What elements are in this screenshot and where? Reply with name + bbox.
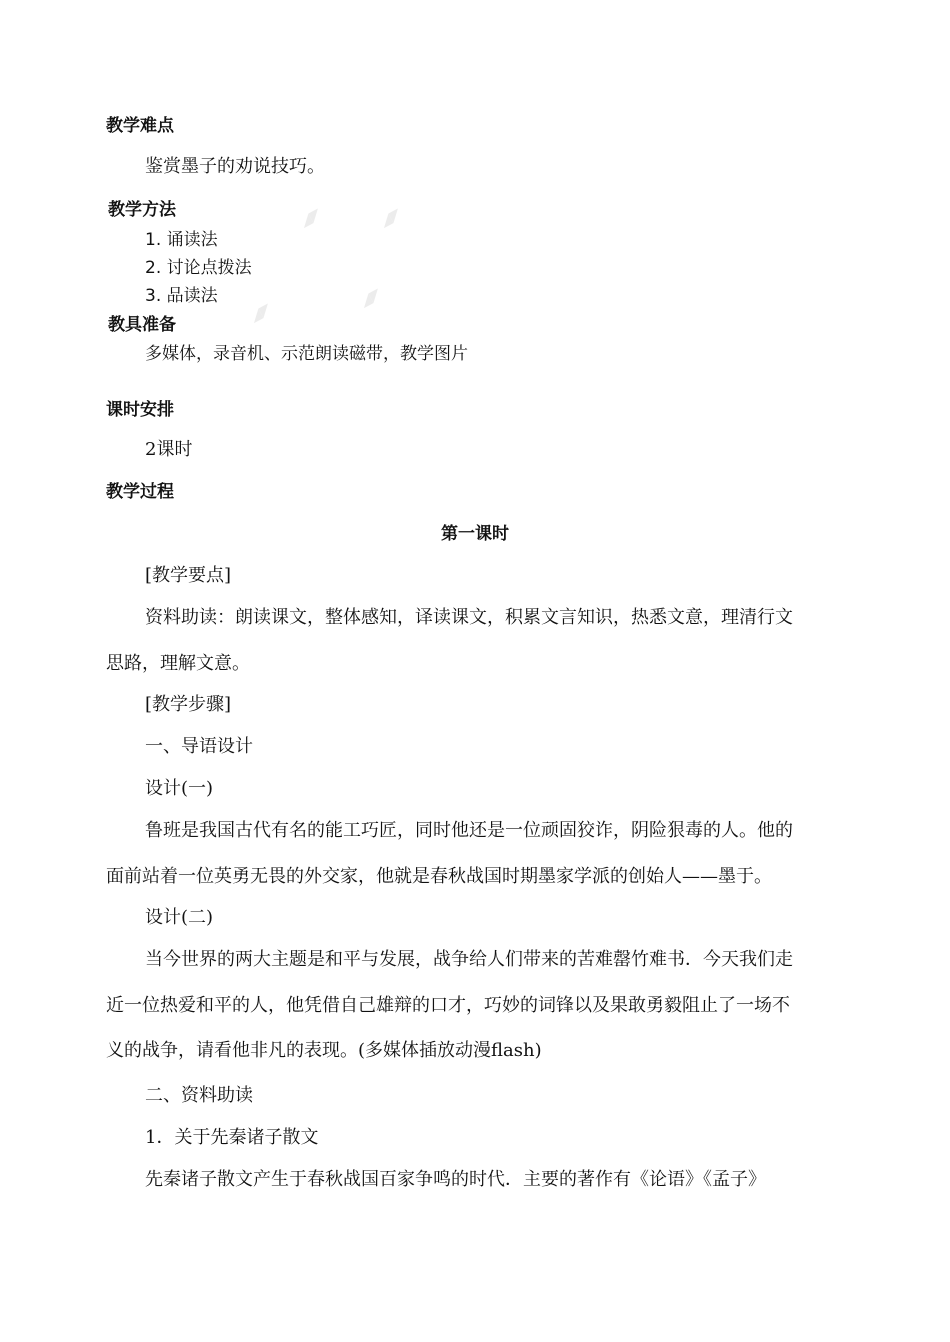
difficulty-heading: 教学难点 [106,116,174,136]
tools-text: 多媒体，录音机、示范朗读磁带，教学图片 [145,344,468,364]
design-two-label: 设计(二) [145,907,214,928]
schedule-heading: 课时安排 [106,400,174,420]
design-one-line: 鲁班是我国古代有名的能工巧匠，同时他还是一位顽固狡诈，阴险狠毒的人。他的 [145,820,793,841]
steps-label: [教学步骤] [145,694,232,715]
watermark-mark: ◢◤ [357,285,385,311]
process-heading: 教学过程 [106,482,174,502]
design-one-label: 设计(一) [145,778,214,799]
lesson-title: 第一课时 [441,524,509,544]
watermark-mark: ◢◤ [377,205,405,231]
schedule-text: 2课时 [145,439,193,460]
watermark-mark: ◢◤ [297,205,325,231]
key-points-line: 资料助读：朗读课文，整体感知，译读课文，积累文言知识，热悉文意，理清行文 [145,607,793,628]
design-one-line: 面前站着一位英勇无畏的外交家，他就是春秋战国时期墨家学派的创始人——墨于。 [106,866,772,887]
method-item: 1. 诵读法 [145,230,218,250]
key-points-label: [教学要点] [145,565,232,586]
intro-heading: 一、导语设计 [145,736,253,757]
watermark-mark: ◢◤ [247,300,275,326]
tools-heading: 教具准备 [108,315,176,335]
reading-text: 先秦诸子散文产生于春秋战国百家争鸣的时代．主要的著作有《论语》《孟子》 [145,1169,766,1190]
design-two-line: 近一位热爱和平的人，他凭借自己雄辩的口才，巧妙的词锋以及果敢勇毅阻止了一场不 [106,995,790,1016]
method-heading: 教学方法 [108,200,176,220]
design-two-line: 义的战争，请看他非凡的表现。(多媒体插放动漫flash) [106,1040,542,1061]
method-item: 3. 品读法 [145,286,218,306]
key-points-line: 思路，理解文意。 [106,653,250,674]
difficulty-text: 鉴赏墨子的劝说技巧。 [145,156,325,177]
reading-subheading: 1．关于先秦诸子散文 [145,1127,319,1148]
method-item: 2. 讨论点拨法 [145,258,252,278]
design-two-line: 当今世界的两大主题是和平与发展，战争给人们带来的苦难罄竹难书．今天我们走 [145,949,793,970]
reading-heading: 二、资料助读 [145,1085,253,1106]
